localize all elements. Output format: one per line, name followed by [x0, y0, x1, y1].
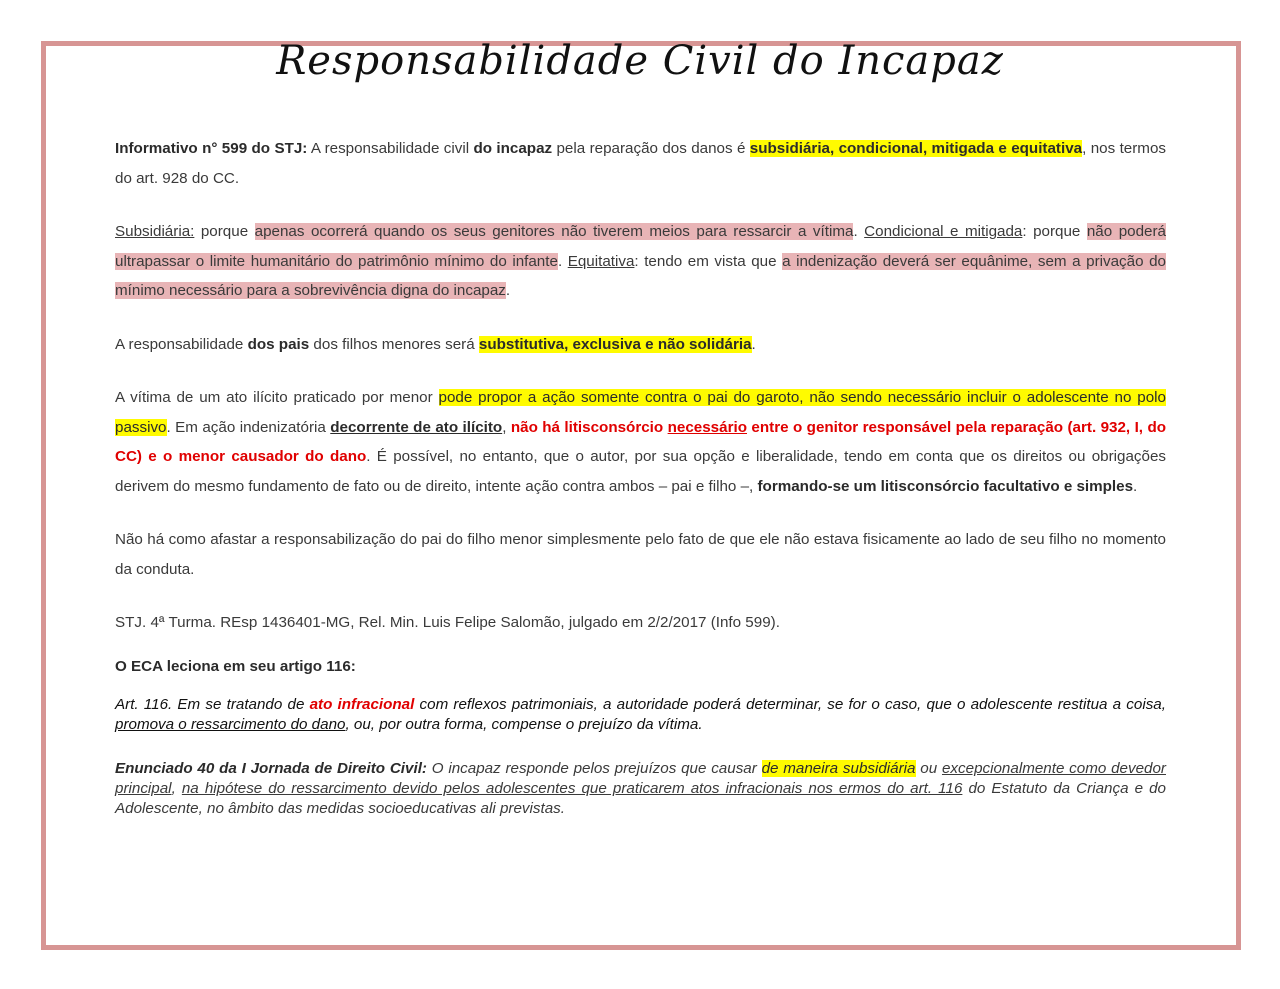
page-title: Responsabilidade Civil do Incapaz — [276, 38, 1004, 84]
term-equitativa: Equitativa — [567, 252, 635, 270]
paragraph-informativo: Informativo n° 599 do STJ: A responsabilidade civil do incapaz pela reparação dos danos é subsidiária, condicional, mitigada e equitativa, nos termos do art. 928 do CC. — [115, 140, 1166, 187]
highlight-yellow: de maneira subsidiária — [761, 760, 916, 777]
citation-stj: STJ. 4ª Turma. REsp 1436401-MG, Rel. Min. Luis Felipe Salomão, julgado em 2/2/2017 (Info 599). — [115, 614, 780, 631]
paragraph-afastar: Não há como afastar a responsabilização do pai do filho menor simplesmente pelo fato de que ele não estava fisicamente ao lado de seu filho no momento da conduta. — [115, 531, 1166, 578]
paragraph-definitions: Subsidiária: porque apenas ocorrerá quando os seus genitores não tiverem meios para ressarcir a vítima. Condicional e mitigada: porque não poderá ultrapassar o limite humanitário do patrimônio mínimo do infante. Equitativa: tendo em vista que a indenização deverá ser equânime, sem a privação do mínimo necessário para a sobrevivência digna do incapaz. — [115, 223, 1166, 299]
highlight-pink: apenas ocorrerá quando os seus genitores não tiverem meios para ressarcir a vítima — [254, 223, 854, 240]
term-ato-ilicito: decorrente de ato ilícito — [330, 418, 503, 436]
term-subsidiaria: Subsidiária: — [115, 223, 195, 240]
enunciado-40: Enunciado 40 da I Jornada de Direito Civil: O incapaz responde pelos prejuízos que causar de maneira subsidiária ou excepcionalmente como devedor principal, na hipótese do ressarcimento devido pelos adolescentes que praticarem atos infracionais nos ermos do art. 116 do Estatuto da Criança e do Adolescente, no âmbito das medidas socioeducativas ali previstas. — [115, 760, 1166, 817]
highlight-yellow: subsidiária, condicional, mitigada e equitativa — [749, 140, 1083, 157]
article-116: Art. 116. Em se tratando de ato infracional com reflexos patrimoniais, a autoridade poderá determinar, se for o caso, que o adolescente restitua a coisa, promova o ressarcimento do dano, ou, por outra forma, compense o prejuízo da vítima. — [115, 696, 1166, 733]
highlight-yellow: substitutiva, exclusiva e não solidária — [478, 335, 752, 353]
informativo-label: Informativo n° 599 do STJ: — [115, 140, 308, 157]
paragraph-pais: A responsabilidade dos pais dos filhos menores será substitutiva, exclusiva e não solidária. — [115, 335, 756, 353]
highlight-yellow: pode propor a ação somente contra o pai do garoto, não sendo necessário incluir o adolescente no polo passivo — [115, 389, 1166, 436]
eca-heading: O ECA leciona em seu artigo 116: — [115, 657, 356, 675]
highlight-pink: a indenização deverá ser equânime, sem a privação do mínimo necessário para a sobrevivência digna do incapaz — [115, 252, 1166, 299]
document-body — [115, 134, 1166, 819]
highlight-pink: não poderá ultrapassar o limite humanitário do patrimônio mínimo do infante — [115, 223, 1166, 270]
paragraph-vitima: A vítima de um ato ilícito praticado por menor pode propor a ação somente contra o pai do garoto, não sendo necessário incluir o adolescente no polo passivo. Em ação indenizatória decorrente de ato ilícito, não há litisconsórcio necessário entre o genitor responsável pela reparação (art. 932, I, do CC) e o menor causador do dano. É possível, no entanto, que o autor, por sua opção e liberalidade, tendo em conta que os direitos ou obrigações derivem do mesmo fundamento de fato ou de direito, intente ação contra ambos – pai e filho –, formando-se um litisconsórcio facultativo e simples. — [115, 389, 1167, 495]
term-condicional: Condicional e mitigada — [864, 223, 1023, 240]
